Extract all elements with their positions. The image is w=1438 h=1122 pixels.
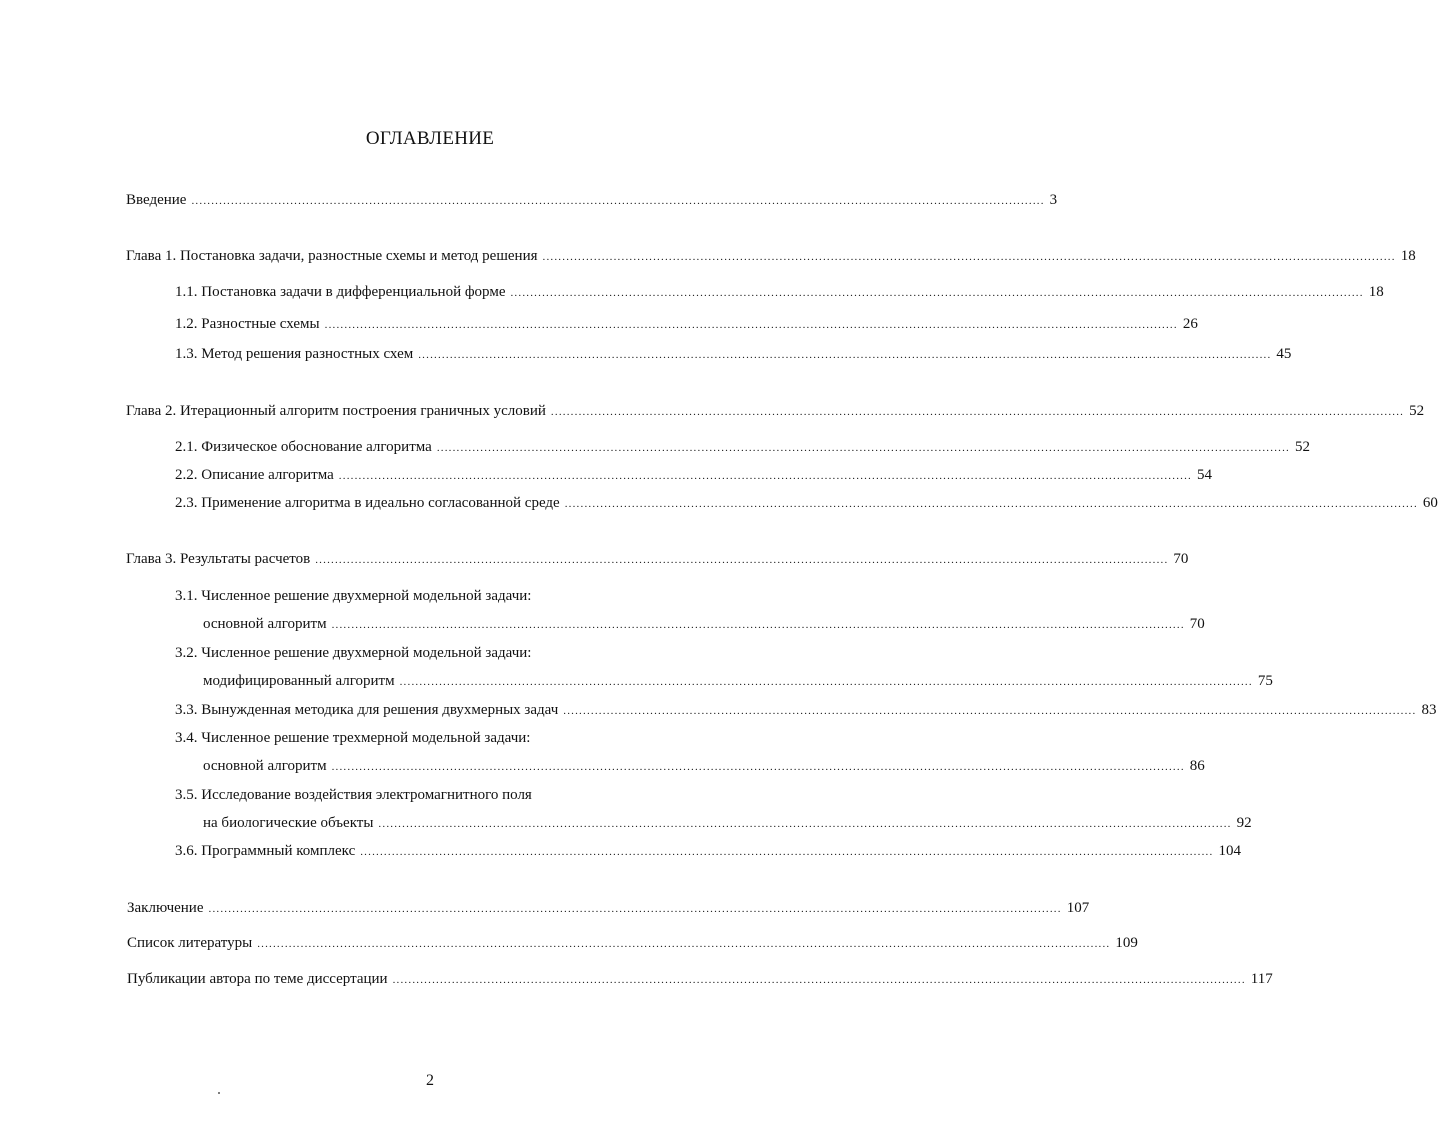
toc-entry-page: 70: [1189, 616, 1205, 632]
toc-entry-page: 104: [1218, 843, 1241, 859]
dot-leader: ........................................................................................................................................................................................................................: [563, 705, 1417, 717]
scan-speck: [218, 1092, 220, 1094]
toc-entry-label: 2.1. Физическое обоснование алгоритма: [175, 439, 432, 455]
toc-entry-3-3: [175, 699, 1437, 721]
toc-entry-1-2: [175, 313, 1198, 335]
dot-leader: ........................................................................................................................................................................................................................: [564, 498, 1418, 510]
toc-entry-3-1-continuation: [203, 613, 1205, 635]
dot-leader: ........................................................................................................................................................................................................................: [418, 349, 1272, 361]
toc-entry-label: Глава 1. Постановка задачи, разностные схемы и метод решения: [126, 248, 538, 264]
dot-leader: ........................................................................................................................................................................................................................: [331, 761, 1185, 773]
toc-entry-page: 18: [1368, 284, 1384, 300]
toc-entry-2-1: [175, 436, 1311, 458]
toc-entry-page: 52: [1409, 403, 1425, 419]
dot-leader: ........................................................................................................................................................................................................................: [315, 554, 1169, 566]
toc-entry-conclusion: [127, 897, 1090, 919]
dot-leader: ........................................................................................................................................................................................................................: [208, 903, 1062, 915]
toc-entry-3-4-continuation: [203, 755, 1205, 777]
dot-leader: ........................................................................................................................................................................................................................: [378, 818, 1232, 830]
toc-entry-chapter-2: [126, 400, 1425, 422]
toc-entry-label: основной алгоритм: [203, 758, 327, 774]
dot-leader: ........................................................................................................................................................................................................................: [550, 406, 1405, 418]
toc-entry-page: 26: [1182, 316, 1198, 332]
toc-entry-label: 2.2. Описание алгоритма: [175, 467, 334, 483]
toc-entry-3-2: 3.2. Численное решение двухмерной модельной задачи:: [175, 645, 532, 661]
toc-entry-page: 60: [1422, 495, 1438, 511]
toc-entry-page: 18: [1400, 248, 1416, 264]
toc-entry-page: 52: [1295, 439, 1311, 455]
toc-entry-page: 45: [1276, 346, 1292, 362]
toc-entry-label: 2.3. Применение алгоритма в идеально согласованной среде: [175, 495, 560, 511]
dot-leader: ........................................................................................................................................................................................................................: [392, 974, 1246, 986]
toc-entry-label: 1.2. Разностные схемы: [175, 316, 320, 332]
toc-entry-label: 1.1. Постановка задачи в дифференциальной форме: [175, 284, 506, 300]
toc-entry-label: модифицированный алгоритм: [203, 673, 395, 689]
toc-entry-label: 1.3. Метод решения разностных схем: [175, 346, 414, 362]
toc-entry-chapter-3: [126, 548, 1189, 570]
toc-entry-page: 70: [1173, 551, 1189, 567]
toc-entry-3-2-continuation: [203, 670, 1273, 692]
dot-leader: ........................................................................................................................................................................................................................: [399, 676, 1253, 688]
toc-entry-page: 54: [1197, 467, 1212, 483]
toc-entry-introduction: [126, 189, 1058, 211]
toc-entry-3-5-continuation: [203, 812, 1252, 834]
toc-entry-page: 3: [1049, 192, 1058, 208]
toc-entry-label: Заключение: [127, 900, 204, 916]
dot-leader: ........................................................................................................................................................................................................................: [338, 470, 1192, 482]
toc-entry-3-1: 3.1. Численное решение двухмерной модельной задачи:: [175, 588, 532, 604]
toc-entry-page: 109: [1115, 935, 1138, 951]
toc-entry-label: на биологические объекты: [203, 815, 374, 831]
page-title: ОГЛАВЛЕНИЕ: [365, 128, 495, 149]
toc-entry-2-3: [175, 492, 1438, 514]
toc-entry-page: 75: [1257, 673, 1273, 689]
dot-leader: ........................................................................................................................................................................................................................: [324, 319, 1178, 331]
toc-entry-page: 86: [1189, 758, 1205, 774]
toc-entry-label: Публикации автора по теме диссертации: [127, 971, 388, 987]
toc-entry-page: 83: [1421, 702, 1437, 718]
toc-entry-label: Введение: [126, 192, 187, 208]
dot-leader: ........................................................................................................................................................................................................................: [436, 442, 1291, 454]
dot-leader: ........................................................................................................................................................................................................................: [510, 287, 1364, 299]
toc-entry-page: 107: [1066, 900, 1090, 916]
toc-entry-page: 117: [1250, 971, 1273, 987]
toc-entry-label: Глава 3. Результаты расчетов: [126, 551, 311, 567]
dot-leader: ........................................................................................................................................................................................................................: [191, 195, 1045, 207]
toc-entry-3-5: 3.5. Исследование воздействия электромагнитного поля: [175, 787, 532, 803]
toc-entry-publications: [127, 968, 1273, 990]
toc-entry-label: Глава 2. Итерационный алгоритм построения граничных условий: [126, 403, 546, 419]
toc-entry-page: 92: [1236, 815, 1252, 831]
toc-entry-bibliography: [127, 932, 1138, 954]
dot-leader: ........................................................................................................................................................................................................................: [360, 846, 1214, 858]
toc-entry-label: 3.3. Вынужденная методика для решения двухмерных задач: [175, 702, 559, 718]
toc-entry-1-1: [175, 281, 1384, 303]
toc-entry-3-4: 3.4. Численное решение трехмерной модельной задачи:: [175, 730, 531, 746]
toc-entry-label: Список литературы: [127, 935, 253, 951]
toc-entry-3-6: [175, 840, 1241, 862]
toc-entry-label: 3.6. Программный комплекс: [175, 843, 356, 859]
toc-entry-chapter-1: [126, 245, 1416, 267]
dot-leader: ........................................................................................................................................................................................................................: [257, 938, 1111, 950]
dot-leader: ........................................................................................................................................................................................................................: [542, 251, 1396, 263]
toc-entry-1-3: [175, 343, 1292, 365]
toc-entry-2-2: [175, 464, 1212, 486]
dot-leader: ........................................................................................................................................................................................................................: [331, 619, 1185, 631]
toc-entry-label: основной алгоритм: [203, 616, 327, 632]
page-number: 2: [426, 1072, 434, 1089]
